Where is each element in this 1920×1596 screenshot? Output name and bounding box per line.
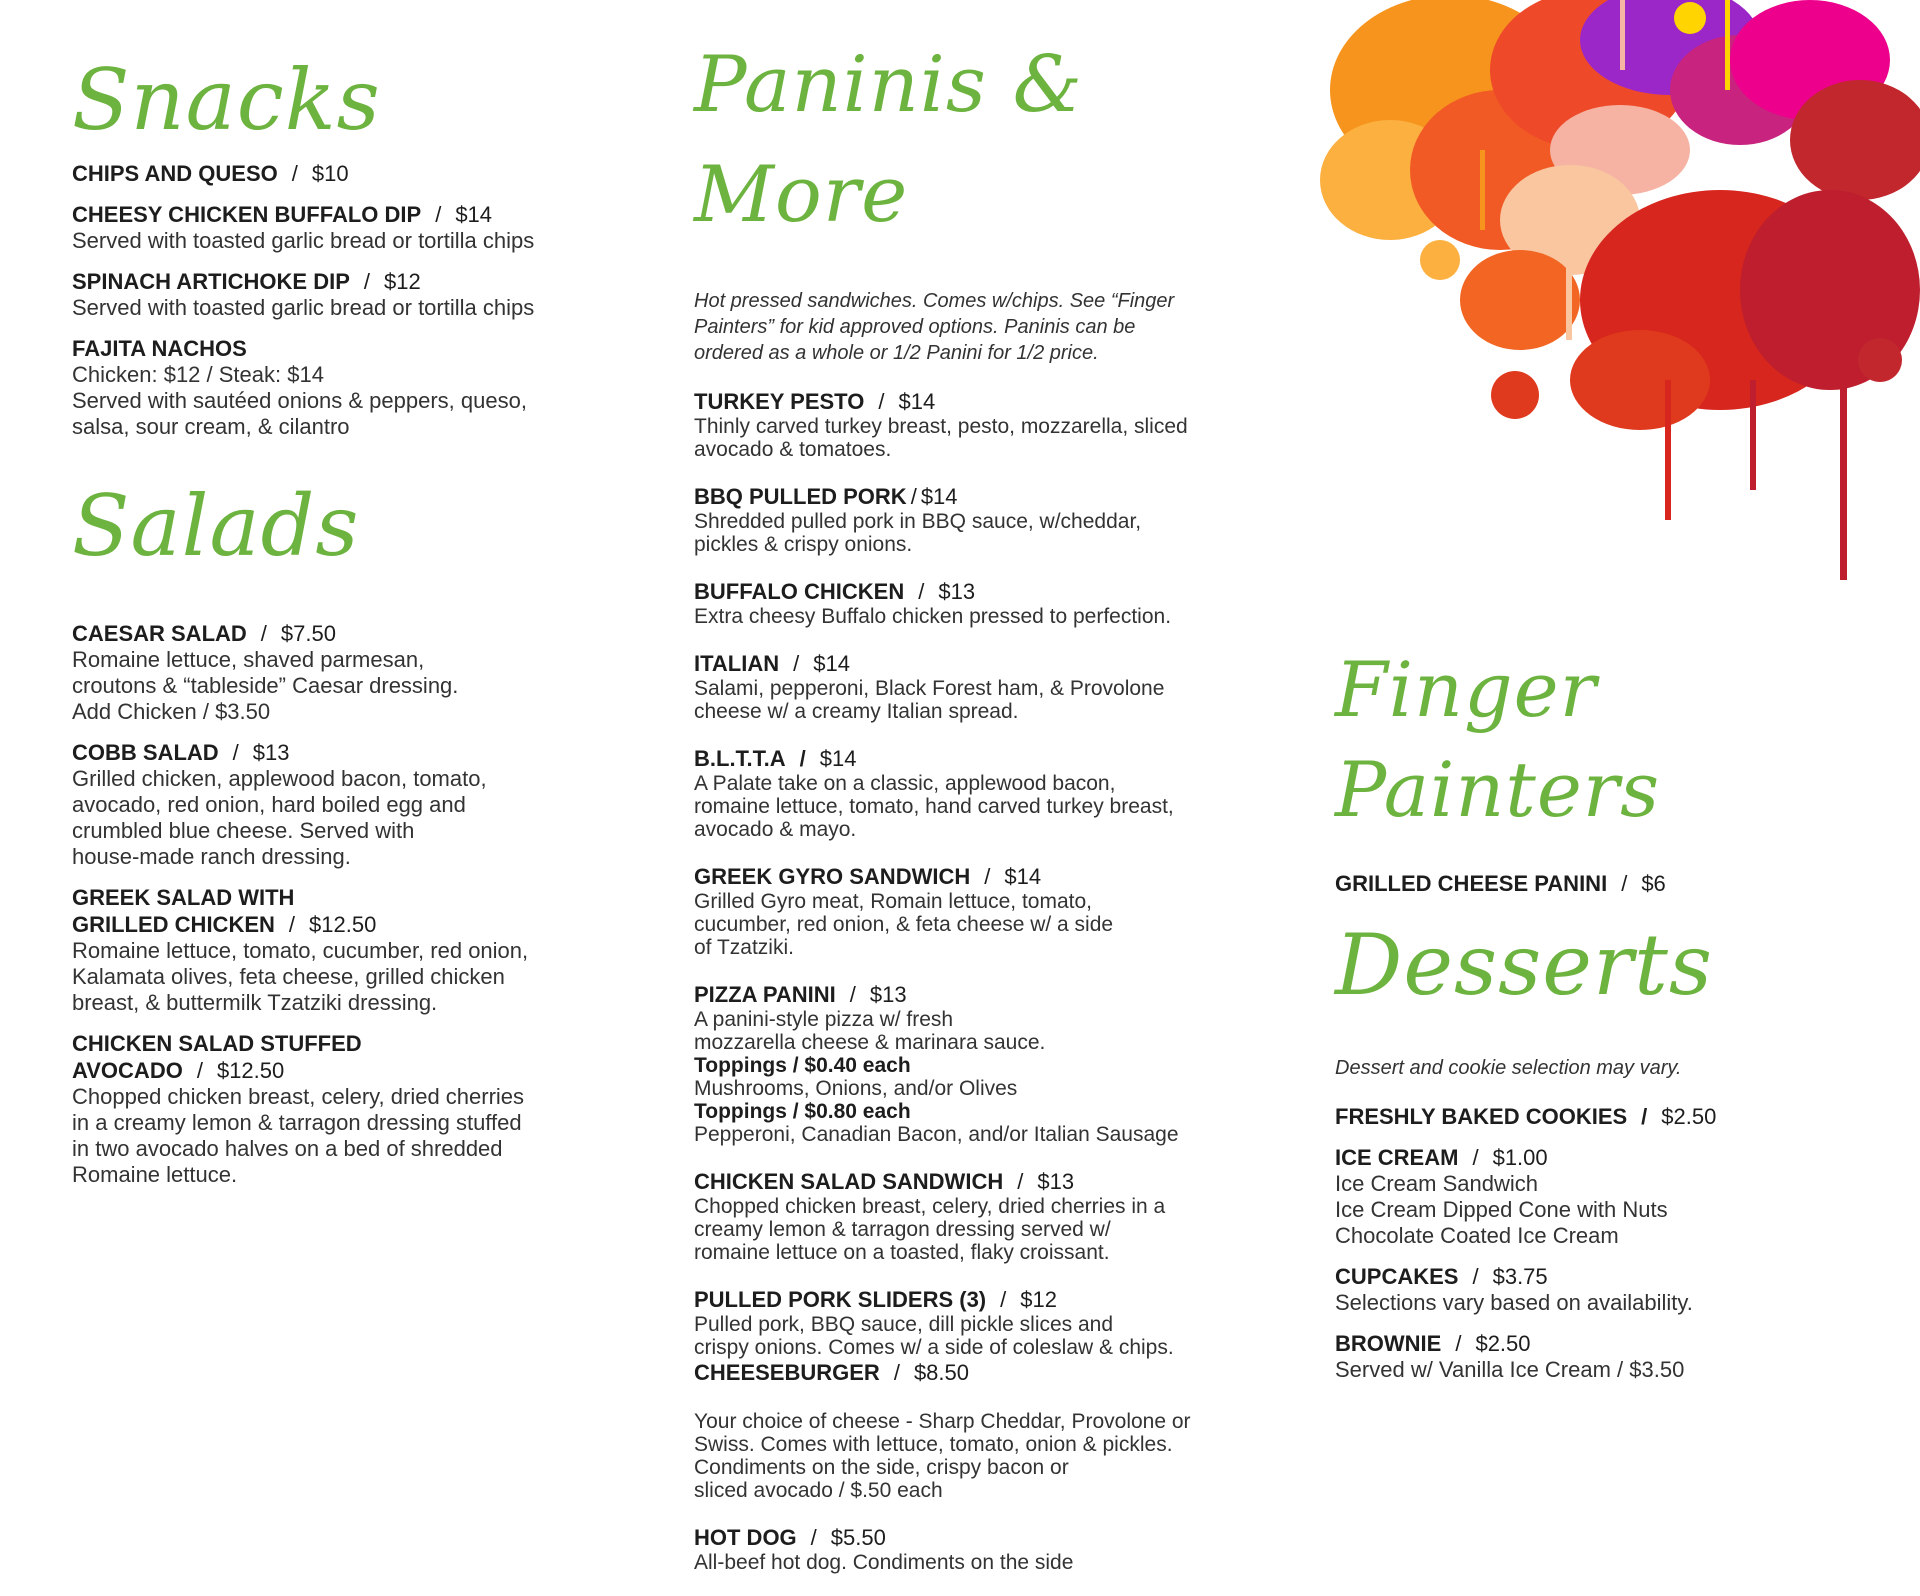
menu-item-name: CHEESEBURGER: [694, 1360, 880, 1385]
menu-item-description: Romaine lettuce.: [72, 1162, 238, 1187]
menu-item-name: GRILLED CHEESE PANINI: [1335, 871, 1608, 896]
menu-item-price: $8.50: [913, 1360, 969, 1385]
menu-item-title: [72, 884, 592, 911]
menu-item: [1335, 1103, 1895, 1130]
menu-item-title: [1335, 1263, 1895, 1290]
menu-item: [694, 483, 1254, 556]
menu-item: [1335, 1330, 1895, 1383]
menu-item-description: romaine lettuce on a toasted, flaky croissant.: [694, 1241, 1110, 1264]
paninis-heading: Paninis & More: [694, 40, 1084, 240]
menu-item-description: crumbled blue cheese. Served with: [72, 818, 415, 843]
spacer: [694, 1386, 1254, 1410]
menu-item-description: Grilled Gyro meat, Romain lettuce, tomato,: [694, 890, 1092, 913]
menu-item-name: HOT DOG: [694, 1525, 797, 1550]
menu-item-name: COBB SALAD: [72, 740, 219, 765]
price-separator: /: [1472, 1145, 1479, 1170]
menu-item-description: breast, & buttermilk Tzatziki dressing.: [72, 990, 438, 1015]
menu-item-description: cucumber, red onion, & feta cheese w/ a side: [694, 913, 1114, 936]
menu-item-note: Toppings / $0.40 each: [694, 1054, 911, 1077]
menu-item-description: Extra cheesy Buffalo chicken pressed to perfection.: [694, 605, 1172, 628]
intro-line: Dessert and cookie selection may vary.: [1335, 1057, 1682, 1079]
menu-item-name: CHICKEN SALAD STUFFED: [72, 1031, 362, 1056]
menu-item: [694, 578, 1254, 628]
menu-item-price: $14: [819, 746, 857, 771]
menu-item-price: $6: [1641, 871, 1666, 896]
price-separator: /: [918, 579, 925, 604]
menu-item-description: avocado & mayo.: [694, 818, 857, 841]
menu-item: [72, 884, 592, 1016]
menu-item-description: Served with toasted garlic bread or tortilla chips: [72, 228, 535, 253]
price-separator: /: [288, 912, 296, 937]
menu-item-description: All-beef hot dog. Condiments on the side: [694, 1551, 1074, 1574]
menu-item-price: $12: [384, 269, 421, 294]
menu-item-title: [72, 160, 592, 187]
menu-item-description: Chopped chicken breast, celery, dried cherries in a: [694, 1195, 1166, 1218]
menu-item-description: Condiments on the side, crispy bacon or: [694, 1456, 1069, 1479]
menu-item-title: [72, 201, 592, 228]
menu-item-name: CUPCAKES: [1335, 1264, 1459, 1289]
menu-item-title: [694, 388, 1254, 415]
menu-item-price: $14: [898, 389, 936, 414]
desserts-intro: [1335, 1055, 1895, 1081]
menu-item-name: TURKEY PESTO: [694, 389, 865, 414]
price-separator: /: [793, 651, 800, 676]
menu-item: [72, 160, 592, 187]
menu-item: [694, 1286, 1254, 1359]
menu-item-name: CHICKEN SALAD SANDWICH: [694, 1169, 1004, 1194]
price-separator: /: [893, 1360, 900, 1385]
menu-item: [694, 863, 1254, 959]
menu-item-description: Chocolate Coated Ice Cream: [1335, 1223, 1619, 1248]
price-separator: /: [1455, 1331, 1462, 1356]
menu-item-description: avocado, red onion, hard boiled egg and: [72, 792, 466, 817]
menu-item-description: Pepperoni, Canadian Bacon, and/or Italian Sausage: [694, 1123, 1179, 1146]
menu-item-description: in two avocado halves on a bed of shredded: [72, 1136, 503, 1161]
intro-line: ordered as a whole or 1/2 Panini for 1/2 price.: [694, 342, 1099, 364]
price-separator: /: [810, 1525, 817, 1550]
menu-item-title: [72, 739, 592, 766]
menu-item: [694, 1359, 1254, 1502]
menu-item: [694, 388, 1254, 461]
menu-item: [694, 1168, 1254, 1264]
right-column: [1335, 640, 1895, 1397]
price-separator: /: [196, 1058, 203, 1083]
menu-item-price: $12: [1020, 1287, 1057, 1312]
menu-item: [72, 620, 592, 725]
menu-item-price: $3.75: [1492, 1264, 1548, 1289]
menu-item-title: [72, 911, 592, 938]
menu-item-description: crispy onions. Comes w/ a side of coleslaw & chips.: [694, 1336, 1174, 1359]
menu-item-description: Romaine lettuce, shaved parmesan,: [72, 647, 425, 672]
salads-list: [72, 620, 592, 1188]
price-separator: /: [878, 389, 885, 414]
snacks-heading: Snacks: [72, 51, 381, 149]
menu-item: [694, 981, 1254, 1146]
menu-item-title: [1335, 870, 1895, 897]
menu-item-title: [694, 1524, 1254, 1551]
menu-item-price: $12.50: [216, 1058, 285, 1083]
menu-item-description: Thinly carved turkey breast, pesto, mozzarella, sliced: [694, 415, 1188, 438]
menu-item-price: $13: [1037, 1169, 1075, 1194]
menu-item-name: SPINACH ARTICHOKE DIP: [72, 269, 350, 294]
menu-item-description: romaine lettuce, tomato, hand carved turkey breast,: [694, 795, 1174, 818]
price-separator: /: [363, 269, 370, 294]
menu-item-name: ICE CREAM: [1335, 1145, 1459, 1170]
menu-item-name: ITALIAN: [694, 651, 780, 676]
menu-item-description: Chicken: $12 / Steak: $14: [72, 362, 324, 387]
menu-item: [694, 1524, 1254, 1574]
menu-item-name: PULLED PORK SLIDERS (3): [694, 1287, 987, 1312]
menu-item-description: A panini-style pizza w/ fresh: [694, 1008, 954, 1031]
menu-item-description: Served w/ Vanilla Ice Cream / $3.50: [1335, 1357, 1685, 1382]
menu-item-description: Grilled chicken, applewood bacon, tomato,: [72, 766, 487, 791]
paninis-list: [694, 388, 1254, 1574]
menu-item-title: [694, 483, 1254, 510]
menu-item: [72, 739, 592, 870]
menu-item: [72, 1030, 592, 1188]
menu-item-price: $14: [813, 651, 850, 676]
menu-item-description: Your choice of cheese - Sharp Cheddar, Provolone or: [694, 1410, 1191, 1433]
price-separator: /: [1017, 1169, 1024, 1194]
menu-item: [72, 268, 592, 321]
menu-item-description: of Tzatziki.: [694, 936, 794, 959]
price-separator: /: [232, 740, 239, 765]
menu-item-title: [694, 1168, 1254, 1195]
price-separator: /: [849, 982, 856, 1007]
menu-item-name: GREEK GYRO SANDWICH: [694, 864, 971, 889]
menu-item-name: GRILLED CHICKEN: [72, 912, 275, 937]
menu-item-title: [694, 863, 1254, 890]
menu-item-title: [1335, 1330, 1895, 1357]
middle-column: [694, 30, 1254, 1596]
menu-item-title: [72, 268, 592, 295]
menu-item-price: $12.50: [309, 912, 377, 937]
menu-item-price: $13: [938, 579, 976, 604]
menu-item-name: CHEESY CHICKEN BUFFALO DIP: [72, 202, 422, 227]
menu-item-description: Shredded pulled pork in BBQ sauce, w/cheddar,: [694, 510, 1142, 533]
menu-item-title: [72, 1030, 592, 1057]
menu-item-price: $2.50: [1661, 1104, 1717, 1129]
menu-item-description: sliced avocado / $.50 each: [694, 1479, 943, 1502]
menu-item-price: $14: [920, 484, 958, 509]
menu-item-price: $13: [869, 982, 907, 1007]
menu-item-description: Pulled pork, BBQ sauce, dill pickle slices and: [694, 1313, 1114, 1336]
price-separator: /: [799, 746, 806, 771]
paninis-intro: [694, 288, 1254, 366]
menu-item-description: creamy lemon & tarragon dressing served w/: [694, 1218, 1111, 1241]
menu-item-name: FAJITA NACHOS: [72, 336, 247, 361]
menu-item-price: $5.50: [830, 1525, 886, 1550]
menu-item-description: house-made ranch dressing.: [72, 844, 351, 869]
menu-item-price: $14: [455, 202, 493, 227]
menu-item-description: avocado & tomatoes.: [694, 438, 892, 461]
salads-heading: Salads: [72, 477, 360, 575]
finger-painters-heading: Finger Painters: [1335, 645, 1661, 834]
menu-item-price: $13: [252, 740, 290, 765]
menu-item-description: Served with toasted garlic bread or tortilla chips: [72, 295, 535, 320]
menu-item-title: [694, 1359, 1254, 1386]
paint-splash-decoration: [1270, 0, 1920, 600]
menu-item-note: Toppings / $0.80 each: [694, 1100, 911, 1123]
menu-item-title: [694, 745, 1254, 772]
desserts-list: [1335, 1103, 1895, 1383]
menu-item-description: Add Chicken / $3.50: [72, 699, 271, 724]
menu-item-name: AVOCADO: [72, 1058, 183, 1083]
menu-item-title: [72, 620, 592, 647]
menu-item-title: [694, 981, 1254, 1008]
menu-item-description: Ice Cream Dipped Cone with Nuts: [1335, 1197, 1668, 1222]
menu-item-title: [1335, 1103, 1895, 1130]
menu-item: [694, 650, 1254, 723]
menu-item-description: Romaine lettuce, tomato, cucumber, red onion,: [72, 938, 529, 963]
menu-item-description: Served with sautéed onions & peppers, queso,: [72, 388, 527, 413]
price-separator: /: [260, 621, 267, 646]
menu-item-price: $2.50: [1475, 1331, 1531, 1356]
menu-item-description: in a creamy lemon & tarragon dressing stuffed: [72, 1110, 522, 1135]
price-separator: /: [1000, 1287, 1007, 1312]
menu-item-title: [72, 1057, 592, 1084]
menu-item-description: salsa, sour cream, & cilantro: [72, 414, 350, 439]
menu-item-description: Chopped chicken breast, celery, dried cherries: [72, 1084, 525, 1109]
intro-line: Hot pressed sandwiches. Comes w/chips. See “Finger: [694, 290, 1175, 312]
menu-item-description: A Palate take on a classic, applewood bacon,: [694, 772, 1116, 795]
menu-item-name: GREEK SALAD WITH: [72, 885, 295, 910]
menu-item-description: cheese w/ a creamy Italian spread.: [694, 700, 1019, 723]
price-separator: /: [1641, 1104, 1648, 1129]
menu-item-description: Ice Cream Sandwich: [1335, 1171, 1538, 1196]
menu-item-name: CAESAR SALAD: [72, 621, 247, 646]
snacks-list: [72, 160, 592, 440]
menu-item-description: Selections vary based on availability.: [1335, 1290, 1693, 1315]
menu-item-price: $1.00: [1492, 1145, 1548, 1170]
menu-item-description: Kalamata olives, feta cheese, grilled chicken: [72, 964, 505, 989]
menu-item: [72, 201, 592, 254]
price-separator: /: [1472, 1264, 1479, 1289]
menu-item-name: FRESHLY BAKED COOKIES: [1335, 1104, 1628, 1129]
menu-item: [72, 335, 592, 440]
menu-item-description: mozzarella cheese & marinara sauce.: [694, 1031, 1046, 1054]
menu-item-name: B.L.T.T.A: [694, 746, 786, 771]
menu-item-description: Swiss. Comes with lettuce, tomato, onion & pickles.: [694, 1433, 1173, 1456]
menu-item-price: $10: [311, 161, 349, 186]
price-separator: /: [291, 161, 298, 186]
menu-item-name: BROWNIE: [1335, 1331, 1442, 1356]
menu-item: [694, 745, 1254, 841]
menu-item: [1335, 1263, 1895, 1316]
menu-item-description: croutons & “tableside” Caesar dressing.: [72, 673, 459, 698]
menu-item-name: BUFFALO CHICKEN: [694, 579, 905, 604]
price-separator: /: [910, 484, 917, 509]
menu-item-name: PIZZA PANINI: [694, 982, 836, 1007]
menu-item-name: CHIPS AND QUESO: [72, 161, 278, 186]
menu-item-title: [694, 650, 1254, 677]
menu-item-title: [694, 1286, 1254, 1313]
price-separator: /: [984, 864, 991, 889]
menu-item-name: BBQ PULLED PORK: [694, 484, 907, 509]
intro-line: Painters” for kid approved options. Paninis can be: [694, 316, 1136, 338]
menu-item: [1335, 870, 1895, 897]
menu-item-title: [72, 335, 592, 362]
menu-item-title: [694, 578, 1254, 605]
menu-item-description: Salami, pepperoni, Black Forest ham, & Provolone: [694, 677, 1165, 700]
menu-item-description: Mushrooms, Onions, and/or Olives: [694, 1077, 1018, 1100]
finger-painters-list: [1335, 870, 1895, 897]
desserts-heading: Desserts: [1335, 916, 1714, 1014]
menu-item: [1335, 1144, 1895, 1249]
left-column: [72, 50, 592, 1202]
menu-item-price: $7.50: [280, 621, 336, 646]
menu-item-title: [1335, 1144, 1895, 1171]
menu-item-price: $14: [1004, 864, 1042, 889]
price-separator: /: [435, 202, 442, 227]
price-separator: /: [1621, 871, 1628, 896]
menu-item-description: pickles & crispy onions.: [694, 533, 913, 556]
